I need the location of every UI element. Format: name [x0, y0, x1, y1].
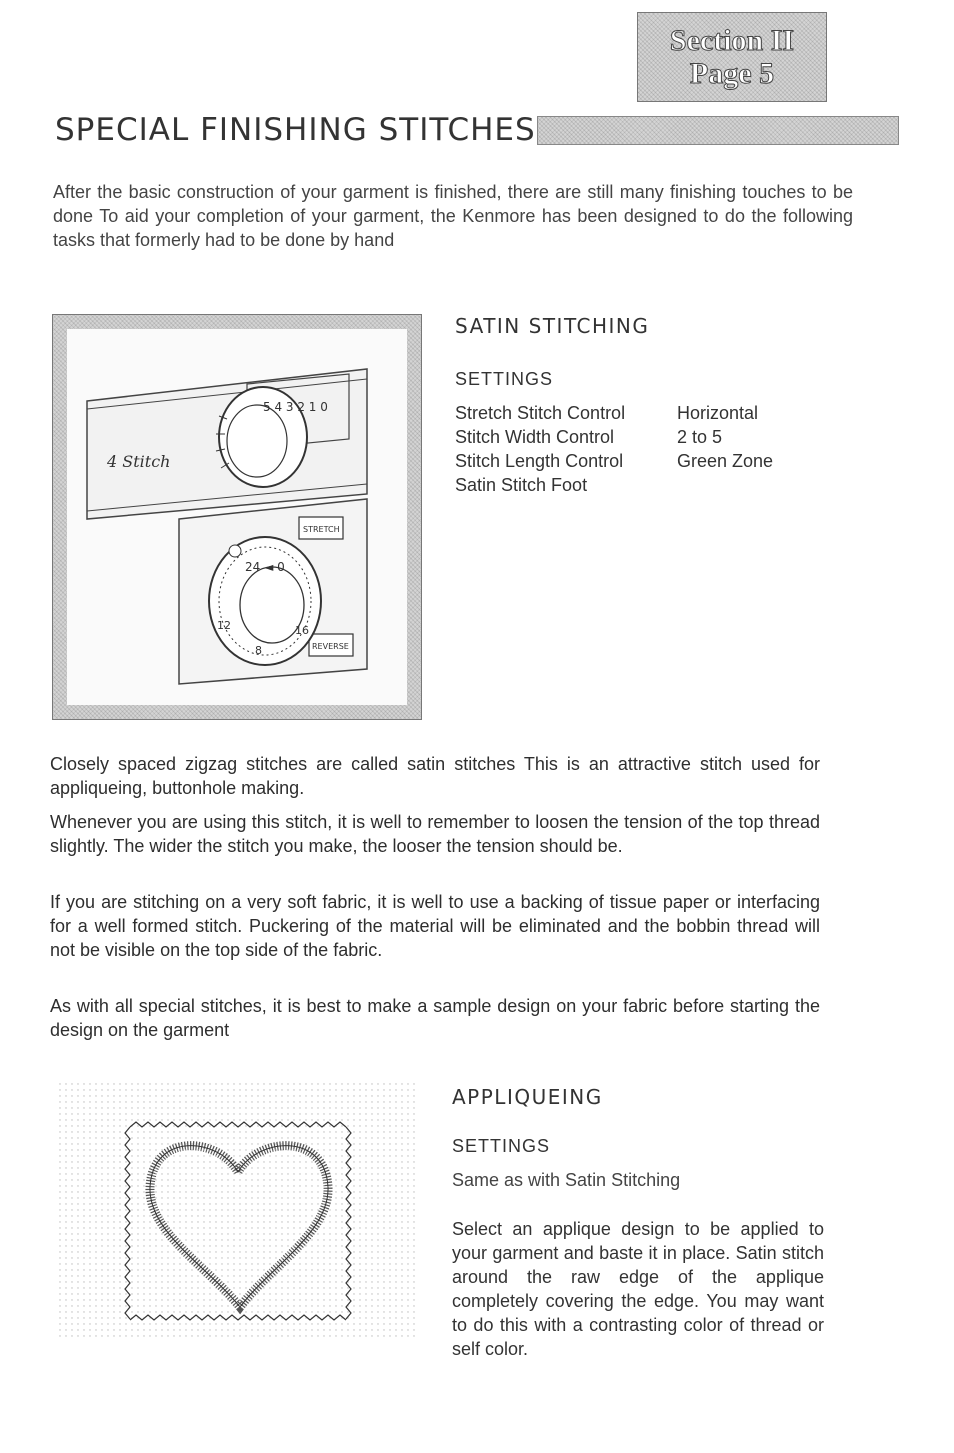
tension-paragraph: Whenever you are using this stitch, it is well to remember to loosen the tension of the top thread slightly. The wider the stitch you make, the looser the tension should be. — [50, 812, 820, 856]
satin-settings-list — [455, 401, 855, 497]
section-label: Section II — [669, 24, 795, 57]
setting-row — [455, 425, 855, 449]
applique-instructions: Select an applique design to be applied to your garment and baste it in place. Satin stitch around the raw edge of the applique completely covering the edge. You may want to do this with a contrasting color of thread or self color. — [452, 1219, 824, 1359]
heart-illustration — [58, 1082, 418, 1337]
svg-text:16: 16 — [295, 624, 309, 637]
width-dial-numbers: 5 4 3 2 1 0 — [263, 400, 328, 414]
page-label: Page 5 — [689, 57, 775, 90]
setting-row — [455, 401, 855, 425]
soft-fabric-paragraph: If you are stitching on a very soft fabric, it is well to use a backing of tissue paper or interfacing for a well formed stitch. Puckering of the material will be eliminated and the bobbin thread will not be visible on the top side of the fabric. — [50, 892, 820, 960]
satin-heading: SATIN STITCHING — [455, 314, 650, 338]
reverse-button-label: REVERSE — [312, 642, 349, 651]
svg-text:8: 8 — [255, 644, 262, 657]
satin-settings-label: SETTINGS — [455, 369, 554, 389]
setting-value: Green Zone — [677, 451, 774, 471]
machine-controls-illustration — [67, 329, 407, 705]
setting-value: Horizontal — [677, 403, 759, 423]
setting-value: 2 to 5 — [677, 427, 723, 447]
intro-paragraph: After the basic construction of your garment is finished, there are still many finishing touches to be done To aid your completion of your garment, the Kenmore has been designed to do the following tasks that formerly had to be done by hand — [53, 182, 853, 250]
machine-controls-figure — [52, 314, 422, 720]
section-badge — [637, 12, 827, 102]
setting-name: Stitch Width Control — [455, 427, 615, 447]
setting-name: Stitch Length Control — [455, 451, 624, 471]
applique-settings-value: Same as with Satin Stitching — [452, 1170, 681, 1190]
title-decoration-bar — [537, 116, 899, 145]
svg-text:12: 12 — [217, 619, 231, 632]
stretch-button-label: STRETCH — [303, 525, 340, 534]
applique-heart-figure — [58, 1082, 418, 1337]
panel-label: 4 Stitch — [107, 452, 171, 471]
setting-name: Satin Stitch Foot — [455, 475, 588, 495]
page-title: SPECIAL FINISHING STITCHES — [55, 112, 536, 148]
applique-settings-label: SETTINGS — [452, 1136, 551, 1156]
length-dial-numbers: 24 ◄ 0 — [245, 560, 285, 574]
setting-name: Stretch Stitch Control — [455, 403, 626, 423]
applique-heading: APPLIQUEING — [452, 1085, 603, 1109]
setting-row — [455, 449, 855, 473]
sample-design-paragraph: As with all special stitches, it is best to make a sample design on your fabric before starting the design on the garment — [50, 996, 820, 1040]
satin-description-paragraph: Closely spaced zigzag stitches are called satin stitches This is an attractive stitch used for appliqueing, buttonhole making. — [50, 754, 820, 798]
setting-row — [455, 473, 855, 497]
